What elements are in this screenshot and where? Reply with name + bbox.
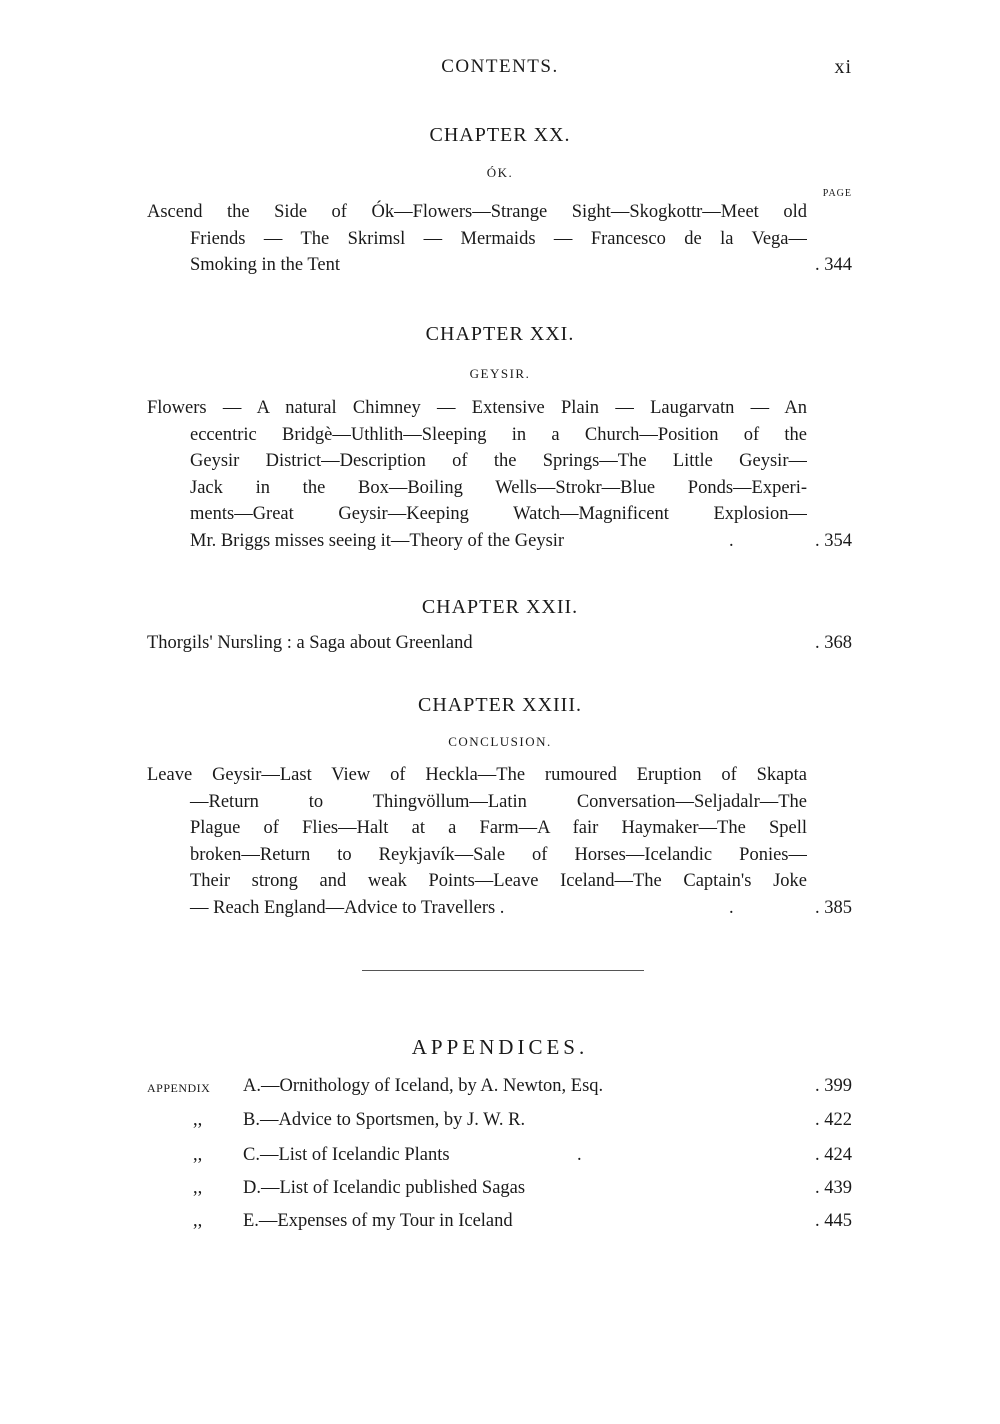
page-number[interactable]: . 422 [815, 1110, 852, 1130]
appendices-title: APPENDICES. [411, 1035, 589, 1059]
synopsis-line: Ascend the Side of Ók—Flowers—Strange Sight—Skogkottr—Meet old [147, 202, 807, 222]
synopsis-line: Jack in the Box—Boiling Wells—Strokr—Blue Ponds—Experi- [190, 477, 807, 498]
synopsis-line: ments—Great Geysir—Keeping Watch—Magnificent Explosion— [190, 504, 807, 524]
synopsis-line [147, 630, 852, 657]
appendix-title: B.—Advice to Sportsmen, by J. W. R. [243, 1110, 526, 1130]
synopsis-line-text: Mr. Briggs misses seeing it—Theory of the Geysir [190, 530, 565, 551]
page-folio: xi [834, 56, 852, 78]
dot-leader: . [729, 530, 734, 551]
dot-leader: . [577, 1145, 582, 1165]
page-number[interactable]: . 368 [815, 633, 852, 653]
appendix-prefix: APPENDIX [147, 1081, 211, 1095]
page-number[interactable]: . 344 [815, 255, 852, 275]
ditto-mark: ,, [193, 1145, 203, 1165]
chapter-heading: CHAPTER XXI. [425, 323, 575, 345]
synopsis-line-text: — Reach England—Advice to Travellers . [190, 897, 505, 918]
running-head [0, 56, 1000, 86]
appendix-entry [147, 1178, 852, 1208]
page-number[interactable]: . 385 [815, 897, 852, 918]
page-number[interactable]: . 445 [815, 1211, 852, 1231]
chapter-subtitle: ÓK. [486, 165, 514, 180]
ditto-mark: ,, [193, 1110, 203, 1130]
synopsis-line-text: Smoking in the Tent [190, 255, 340, 275]
synopsis-line: —Return to Thingvöllum—Latin Conversation—Seljadalr—The [190, 791, 807, 812]
synopsis-line [147, 252, 852, 279]
synopsis-line [147, 528, 852, 555]
page-number[interactable]: . 399 [815, 1076, 852, 1096]
appendix-entry [147, 1211, 852, 1241]
page-number[interactable]: . 354 [815, 530, 852, 551]
synopsis-line: broken—Return to Reykjavík—Sale of Horses—Icelandic Ponies— [190, 844, 807, 865]
ditto-mark: ,, [193, 1178, 203, 1198]
chapter-synopsis [147, 199, 852, 279]
synopsis-line-text: Thorgils' Nursling : a Saga about Greenland [147, 633, 473, 653]
synopsis-line: Leave Geysir—Last View of Heckla—The rumoured Eruption of Skapta [147, 765, 807, 785]
appendix-title: D.—List of Icelandic published Sagas [243, 1178, 526, 1198]
appendix-title: C.—List of Icelandic Plants [243, 1145, 450, 1165]
chapter-subtitle: CONCLUSION. [448, 734, 552, 749]
dot-leader: . [729, 897, 734, 918]
ditto-mark: ,, [193, 1211, 203, 1231]
synopsis-line: eccentric Bridgè—Uthlith—Sleeping in a Church—Position of the [190, 424, 807, 445]
chapter-synopsis [147, 762, 852, 921]
running-title: CONTENTS. [441, 56, 559, 77]
appendix-title: E.—Expenses of my Tour in Iceland [243, 1211, 513, 1231]
chapter-heading: CHAPTER XXIII. [418, 694, 582, 716]
synopsis-line: Geysir District—Description of the Springs—The Little Geysir— [190, 451, 807, 471]
appendix-entry [147, 1076, 852, 1106]
synopsis-line [147, 895, 852, 922]
appendix-entry [147, 1145, 852, 1175]
chapter-synopsis [147, 395, 852, 554]
synopsis-line: Friends — The Skrimsl — Mermaids — Francesco de la Vega— [190, 228, 807, 249]
section-divider [362, 970, 644, 971]
chapter-heading: CHAPTER XX. [429, 124, 571, 146]
chapter-subtitle: GEYSIR. [469, 366, 531, 381]
appendix-title: A.—Ornithology of Iceland, by A. Newton, Esq. [243, 1076, 604, 1096]
synopsis-line: Plague of Flies—Halt at a Farm—A fair Haymaker—The Spell [190, 818, 807, 838]
page-column-label: PAGE [822, 188, 852, 199]
synopsis-line: Flowers — A natural Chimney — Extensive Plain — Laugarvatn — An [147, 398, 807, 418]
synopsis-line: Their strong and weak Points—Leave Iceland—The Captain's Joke [190, 871, 807, 891]
chapter-heading: CHAPTER XXII. [421, 596, 579, 618]
chapter-synopsis [147, 630, 852, 657]
page-number[interactable]: . 424 [815, 1145, 852, 1165]
page-number[interactable]: . 439 [815, 1178, 852, 1198]
appendix-entry [147, 1110, 852, 1140]
